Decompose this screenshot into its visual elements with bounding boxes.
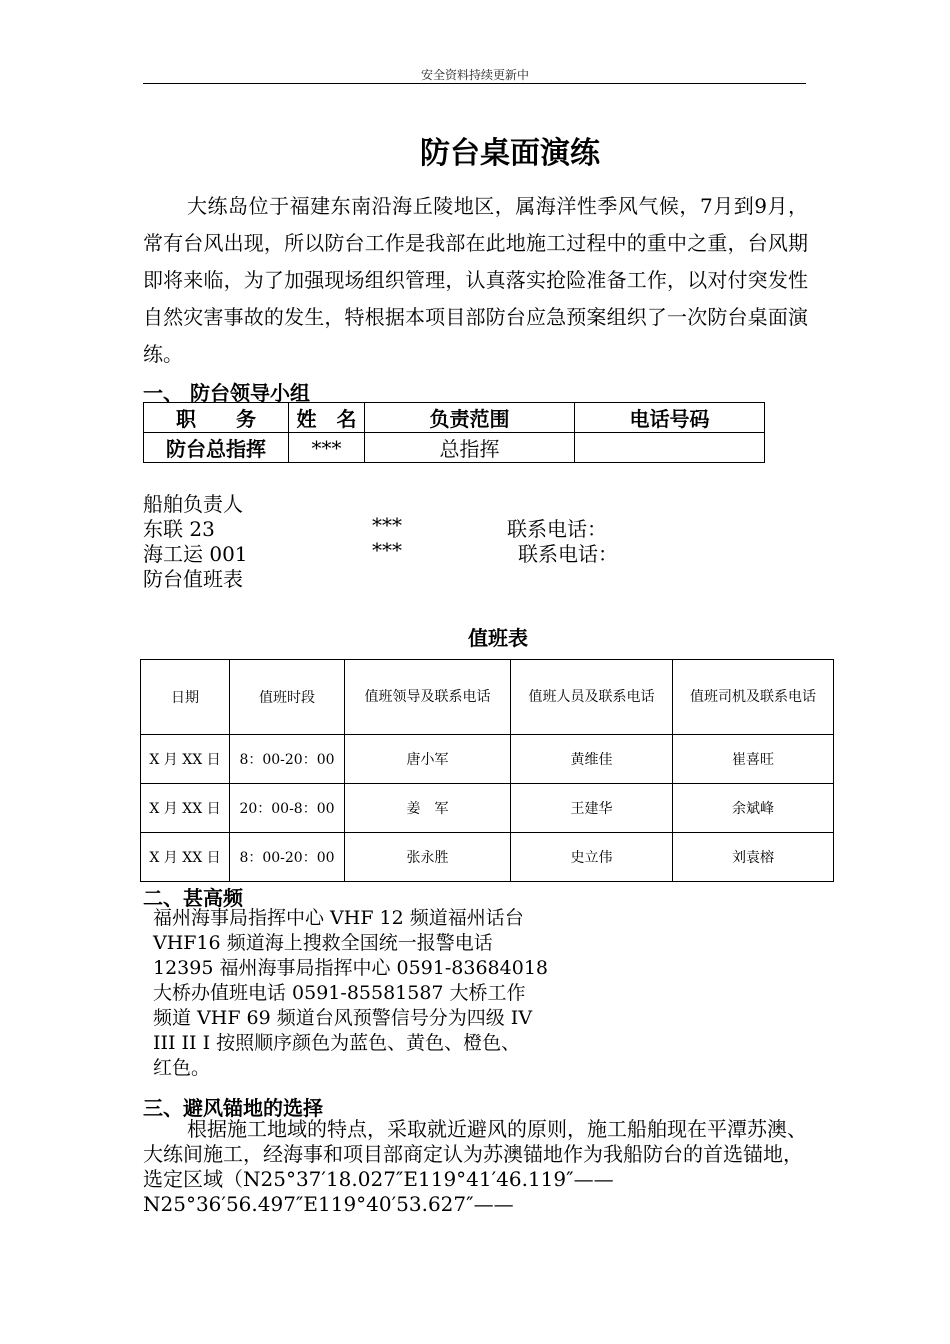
- cell-phone: [575, 433, 765, 463]
- page-title: 防台桌面演练: [420, 136, 600, 171]
- col-scope: 负责范围: [365, 403, 575, 433]
- vhf-line: 频道 VHF 69 频道台风预警信号分为四级 IV: [153, 1007, 533, 1029]
- duty-col-driver: 值班司机及联系电话: [673, 660, 834, 735]
- vhf-line: 福州海事局指挥中心 VHF 12 频道福州话台: [153, 907, 524, 929]
- ship-name-2: 海工运 001: [143, 542, 248, 566]
- duty-staff: 史立伟: [511, 833, 673, 882]
- cell-position: 防台总指挥: [144, 433, 289, 463]
- leadership-table: [143, 402, 765, 463]
- roster-label: 防台值班表: [143, 567, 243, 591]
- duty-date: X 月 XX 日: [141, 833, 230, 882]
- duty-driver: 崔喜旺: [673, 735, 834, 784]
- cell-name: ***: [289, 433, 365, 463]
- leadership-row: [144, 433, 765, 463]
- vhf-line: 红色。: [153, 1057, 211, 1079]
- section2-heading: 二、甚高频: [143, 886, 243, 910]
- duty-leader: 唐小军: [345, 735, 511, 784]
- vhf-line: 12395 福州海事局指挥中心 0591-83684018: [153, 957, 549, 979]
- anchorage-paragraph: [143, 1117, 808, 1217]
- ship-phone-label-1: 联系电话：: [507, 517, 607, 541]
- duty-table-title: 值班表: [468, 626, 528, 650]
- duty-staff: 黄维佳: [511, 735, 673, 784]
- vhf-line: 大桥办值班电话 0591-85581587 大桥工作: [153, 982, 526, 1004]
- header-divider: [143, 83, 806, 84]
- duty-time: 8：00-20：00: [230, 735, 345, 784]
- duty-date: X 月 XX 日: [141, 784, 230, 833]
- duty-leader: 姜 军: [345, 784, 511, 833]
- section3-heading: 三、避风锚地的选择: [143, 1096, 323, 1120]
- ship-name-1: 东联 23: [143, 517, 215, 541]
- ship-person-1: ***: [372, 513, 402, 537]
- section1-heading: 一、 防台领导小组: [143, 381, 310, 405]
- vhf-info: [153, 906, 613, 1081]
- duty-driver: 刘袁榕: [673, 833, 834, 882]
- vhf-line: VHF16 频道海上搜救全国统一报警电话: [153, 932, 493, 954]
- anchorage-text: 根据施工地域的特点，采取就近避风的原则，施工船舶现在平潭苏澳、大练间施工，经海事和项目部商定认为苏澳锚地作为我船防台的首选锚地，选定区域（N25°37′18.027″E119°41′46.119″——N25°36′56.497″E119°40′53.627″——: [143, 1117, 807, 1216]
- vhf-line: III II I 按照顺序颜色为蓝色、黄色、橙色、: [153, 1032, 521, 1054]
- duty-table: [140, 659, 834, 882]
- ship-person-2: ***: [372, 538, 402, 562]
- duty-time: 20：00-8：00: [230, 784, 345, 833]
- page-header: 安全资料持续更新中: [420, 68, 529, 82]
- duty-col-leader: 值班领导及联系电话: [345, 660, 511, 735]
- ship-phone-label-2: 联系电话：: [518, 542, 618, 566]
- duty-col-time: 值班时段: [230, 660, 345, 735]
- duty-row: [141, 735, 834, 784]
- leadership-header-row: [144, 403, 765, 433]
- col-phone: 电话号码: [575, 403, 765, 433]
- col-position: 职 务: [144, 403, 289, 433]
- cell-scope: 总指挥: [365, 433, 575, 463]
- duty-date: X 月 XX 日: [141, 735, 230, 784]
- ships-heading: 船舶负责人: [143, 492, 243, 516]
- duty-staff: 王建华: [511, 784, 673, 833]
- duty-row: [141, 784, 834, 833]
- duty-header-row: [141, 660, 834, 735]
- duty-col-date: 日期: [141, 660, 230, 735]
- duty-leader: 张永胜: [345, 833, 511, 882]
- duty-row: [141, 833, 834, 882]
- col-name: 姓 名: [289, 403, 365, 433]
- duty-time: 8：00-20：00: [230, 833, 345, 882]
- intro-paragraph: 大练岛位于福建东南沿海丘陵地区，属海洋性季风气候，7月到9月，常有台风出现，所以防台工作是我部在此地施工过程中的重中之重，台风期即将来临，为了加强现场组织管理，认真落实抢险准备工作，以对付突发性自然灾害事故的发生，特根据本项目部防台应急预案组织了一次防台桌面演练。: [143, 194, 808, 366]
- duty-driver: 余斌峰: [673, 784, 834, 833]
- duty-col-staff: 值班人员及联系电话: [511, 660, 673, 735]
